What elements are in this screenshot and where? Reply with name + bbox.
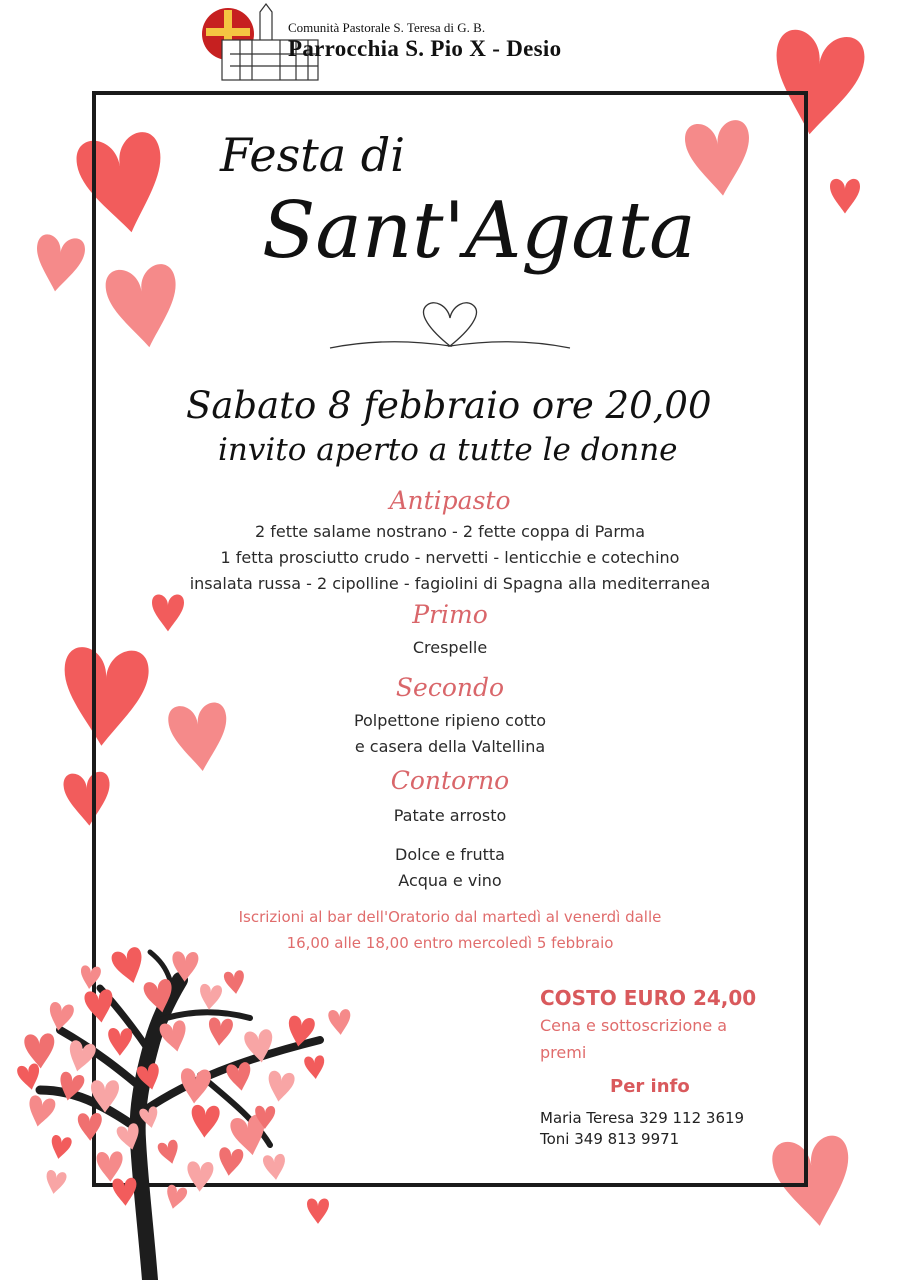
heart-icon [190, 1105, 220, 1139]
extra-line: Dolce e frutta [395, 845, 505, 864]
registration-line: 16,00 alle 18,00 entro mercoledì 5 febbraio [286, 934, 614, 952]
info-title: Per info [610, 1076, 690, 1097]
antipasto-line: 2 fette salame nostrano - 2 fette coppa di Parma [254, 522, 646, 541]
parish-name: Parrocchia S. Pio X - Desio [288, 36, 562, 61]
heart-ornament [330, 300, 570, 360]
heart-icon [265, 1070, 295, 1103]
heart-icon [163, 1184, 188, 1211]
registration-line: Iscrizioni al bar dell'Oratorio dal martedì al venerdì dalle [238, 908, 662, 926]
heart-icon [84, 989, 116, 1025]
heart-icon [223, 970, 246, 995]
heart-icon [157, 1139, 182, 1166]
secondo-line: Polpettone ripieno cotto [353, 711, 547, 730]
antipasto-line: insalata russa - 2 cipolline - fagiolini di Spagna alla mediterranea [189, 574, 711, 593]
heart-icon [328, 1009, 352, 1036]
secondo-line: e casera della Valtellina [354, 737, 546, 756]
heart-icon [46, 1001, 74, 1032]
cost-subtitle [540, 1012, 790, 1066]
heart-icon [207, 1017, 233, 1047]
extra-line: Acqua e vino [398, 871, 502, 890]
heart-icon [24, 1033, 56, 1069]
section-primo-title: Primo [412, 600, 488, 629]
heart-icon [31, 233, 86, 295]
community-name: Comunità Pastorale S. Teresa di G. B. [288, 20, 486, 35]
heart-icon [226, 1061, 254, 1092]
title-small: Festa di [220, 128, 405, 182]
heart-icon [304, 1055, 326, 1080]
event-date: Sabato 8 febbraio ore 20,00 [186, 384, 712, 427]
heart-icon [78, 1113, 102, 1141]
primo-line: Crespelle [412, 638, 488, 657]
heart-icon [112, 1177, 137, 1206]
heart-icon [48, 1134, 72, 1160]
section-secondo-title: Secondo [395, 673, 505, 702]
section-contorno-title: Contorno [390, 766, 510, 795]
heart-icon [179, 1068, 211, 1105]
heart-tree-illustration [0, 940, 360, 1280]
heart-icon [262, 1153, 287, 1181]
heart-icon [96, 1151, 123, 1182]
heart-icon [217, 1147, 244, 1177]
heart-icon [198, 983, 223, 1011]
heart-icon [65, 1039, 97, 1074]
heart-icon [110, 946, 148, 987]
contact-line: Maria Teresa 329 112 3619 [540, 1109, 745, 1127]
heart-icon [25, 1094, 57, 1129]
contorno-line: Patate arrosto [393, 806, 507, 825]
heart-icon [158, 1019, 190, 1054]
title-big: Sant'Agata [262, 186, 696, 276]
cost-title: COSTO EURO 24,00 [540, 986, 757, 1010]
section-antipasto-title: Antipasto [389, 486, 511, 515]
cost-subtitle-line: Cena e sottoscrizione a [540, 1016, 728, 1035]
event-invite: invito aperto a tutte le donne [218, 432, 678, 468]
heart-icon [830, 179, 860, 214]
heart-icon [44, 1169, 68, 1195]
contact-line: Toni 349 813 9971 [540, 1130, 680, 1148]
heart-icon [108, 1028, 132, 1056]
cost-subtitle-line: premi [540, 1043, 587, 1062]
heart-icon [187, 1161, 214, 1192]
antipasto-line: 1 fetta prosciutto crudo - nervetti - lenticchie e cotechino [220, 548, 680, 567]
